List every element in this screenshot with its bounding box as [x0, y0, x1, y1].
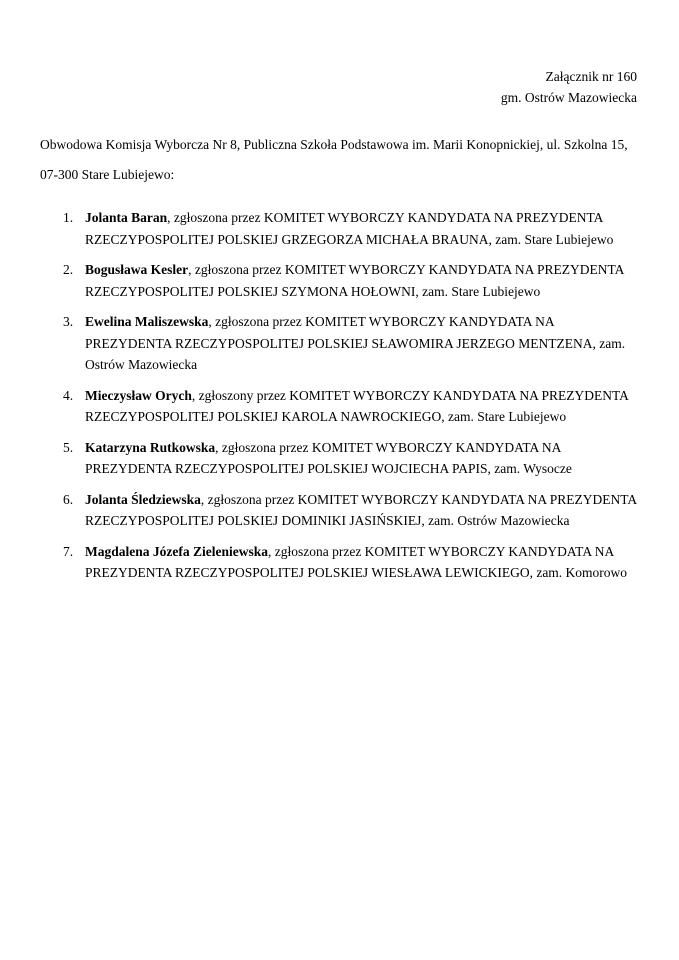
member-name: Jolanta Baran — [85, 210, 168, 225]
member-name: Jolanta Śledziewska — [85, 491, 201, 507]
list-item-number: 7. — [63, 543, 74, 559]
member-details: , zgłoszona przez KOMITET WYBORCZY KANDYDATA NA PREZYDENTA RZECZYPOSPOLITEJ POLSKIEJ SŁAWOMIRA JERZEGO MENTZENA, zam. Ostrów Mazowiecka — [85, 314, 626, 372]
member-name: Bogusława Kesler — [85, 262, 189, 277]
list-item — [63, 207, 637, 250]
municipality-label: gm. Ostrów Mazowiecka — [500, 90, 637, 105]
list-item-number: 1. — [63, 210, 74, 225]
list-item-number: 4. — [63, 387, 74, 403]
member-details: , zgłoszona przez KOMITET WYBORCZY KANDYDATA NA PREZYDENTA RZECZYPOSPOLITEJ POLSKIEJ DOMINIKI JASIŃSKIEJ, zam. Ostrów Mazowiecka — [85, 491, 637, 528]
document-header — [40, 66, 637, 108]
list-item — [63, 385, 637, 428]
commission-intro-paragraph: Obwodowa Komisja Wyborcza Nr 8, Publiczna Szkoła Podstawowa im. Marii Konopnickiej, ul. Szkolna 15, 07-300 Stare Lubiejewo: — [40, 137, 628, 182]
list-item-number: 2. — [63, 262, 74, 277]
member-name: Ewelina Maliszewska — [85, 314, 209, 329]
member-details: , zgłoszona przez KOMITET WYBORCZY KANDYDATA NA PREZYDENTA RZECZYPOSPOLITEJ POLSKIEJ WOJCIECHA PAPIS, zam. Wysocze — [85, 439, 572, 476]
list-item — [63, 437, 637, 480]
list-item-number: 5. — [63, 439, 74, 455]
list-item — [63, 541, 637, 584]
member-details: , zgłoszony przez KOMITET WYBORCZY KANDYDATA NA PREZYDENTA RZECZYPOSPOLITEJ POLSKIEJ KAROLA NAWROCKIEGO, zam. Stare Lubiejewo — [85, 387, 629, 424]
member-details: , zgłoszona przez KOMITET WYBORCZY KANDYDATA NA PREZYDENTA RZECZYPOSPOLITEJ POLSKIEJ SZYMONA HOŁOWNI, zam. Stare Lubiejewo — [85, 262, 624, 299]
list-item — [63, 259, 637, 302]
attachment-number: Załącznik nr 160 — [545, 69, 637, 84]
list-item-number: 3. — [63, 314, 74, 329]
member-name: Mieczysław Orych — [85, 387, 192, 403]
member-details: , zgłoszona przez KOMITET WYBORCZY KANDYDATA NA PREZYDENTA RZECZYPOSPOLITEJ POLSKIEJ GRZEGORZA MICHAŁA BRAUNA, zam. Stare Lubiejewo — [85, 210, 614, 247]
member-name: Katarzyna Rutkowska — [85, 439, 216, 455]
member-details: , zgłoszona przez KOMITET WYBORCZY KANDYDATA NA PREZYDENTA RZECZYPOSPOLITEJ POLSKIEJ WIESŁAWA LEWICKIEGO, zam. Komorowo — [85, 543, 628, 580]
list-item-number: 6. — [63, 491, 74, 507]
list-item — [63, 311, 637, 376]
list-item — [63, 489, 637, 532]
member-list — [40, 207, 637, 584]
member-name: Magdalena Józefa Zieleniewska — [85, 543, 268, 559]
